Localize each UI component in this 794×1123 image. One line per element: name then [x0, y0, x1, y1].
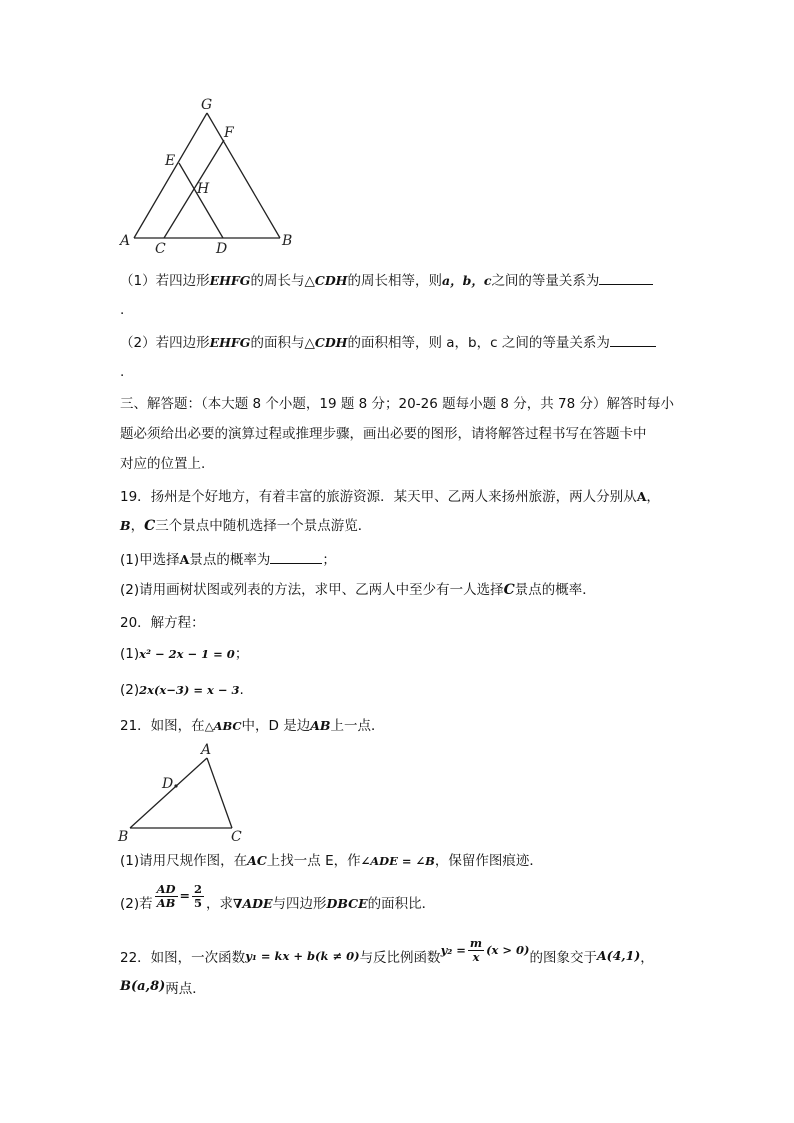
q19-p1-var: A: [179, 552, 190, 567]
q21-p2-val-den: 5: [194, 895, 203, 910]
figure-triangle-abc: [112, 740, 252, 845]
q21-p2-triangle: ∇ADE: [233, 896, 273, 911]
q21-triangle: △ABC: [204, 719, 242, 733]
segment-ed: [179, 163, 223, 238]
q21-p2-frac-num: AD: [156, 881, 176, 896]
label-f: F: [224, 125, 234, 141]
q20-part1: [120, 644, 248, 664]
q19-part2: [120, 580, 596, 600]
q1-part2: [120, 332, 656, 353]
q20-p2-equation: 2x(x−3) = x − 3: [139, 683, 240, 697]
q19-sep2: ，: [130, 518, 145, 534]
q21-p2-fraction: [155, 883, 178, 910]
q1-part2-mid: 的面积与△: [250, 335, 315, 351]
q19-line2-text: 三个景点中随机选择一个景点游览．: [155, 518, 372, 534]
q1-part2-mid2: 的面积相等，则 a，b，c 之间的等量关系为: [347, 335, 610, 351]
q19-line2: [120, 516, 371, 536]
q19-line1-text: 19．扬州是个好地方，有着丰富的旅游资源．某天甲、乙两人来扬州旅游，两人分别从: [120, 489, 637, 505]
q1-part1-vars: a，b，c: [441, 273, 492, 288]
q22-f2-cond: (x > 0): [486, 943, 530, 957]
q1-part1-mid2: 的周长相等，则: [347, 273, 442, 289]
q21-part2: [120, 876, 435, 916]
q21-p1-prefix: (1)请用尺规作图，在: [120, 853, 248, 869]
q22-mid2: 的图象交于: [529, 950, 597, 966]
q21-p2-frac-den: AB: [156, 895, 176, 910]
label-c: C: [155, 241, 166, 257]
q19-var-a: A: [636, 489, 647, 504]
q1-part2-quad: EHFG: [209, 335, 251, 350]
q1-part1-suffix: 之间的等量关系为: [491, 273, 600, 289]
q1-part1-prefix: （1）若四边形: [120, 273, 210, 289]
q22-end: 两点．: [165, 981, 206, 997]
q21-segment: AB: [310, 718, 331, 733]
q21-p1-end: ，保留作图痕迹．: [434, 853, 543, 869]
label-a: A: [201, 742, 212, 758]
q20-title: 20．解方程：: [120, 615, 205, 631]
q19-p1-end: ；: [322, 552, 336, 568]
q20-p1-end: ；: [234, 646, 249, 662]
q21-mid: 中，D 是边: [241, 718, 311, 734]
segment-ag: [134, 113, 207, 238]
section3-line1: 三、解答题：（本大题 8 个小题，19 题 8 分；20-26 题每小题 8 分，共 78 分）解答时每小: [120, 396, 675, 412]
answer-blank[interactable]: [610, 332, 656, 347]
q21-p2-mid: ，求: [206, 896, 234, 912]
q20-p1-label: (1): [120, 646, 140, 662]
figure-triangle-gab: [112, 95, 302, 260]
q21-stem: [120, 716, 385, 736]
segment-gb: [207, 113, 280, 238]
label-h: H: [197, 181, 210, 197]
segment-ab: [130, 758, 207, 828]
q1-part1-quad: EHFG: [209, 273, 251, 288]
q22-prefix: 22．如图，一次函数: [120, 950, 246, 966]
section3-line2: 题必须给出必要的演算过程或推理步骤，画出必要的图形，请将解答过程书写在答题卡中: [120, 426, 647, 442]
q22-point-b: B(a,8): [120, 979, 166, 994]
q21-prefix: 21．如图，在: [120, 718, 205, 734]
q19-p1-prefix: (1)甲选择: [120, 552, 180, 568]
q1-part2-prefix: （2）若四边形: [120, 335, 210, 351]
answer-blank[interactable]: [599, 270, 653, 285]
q22-f2-lhs: y₂ =: [440, 943, 466, 957]
q21-p1-mid: 上找一点 E，作: [266, 853, 361, 869]
q1-part2-tri: CDH: [314, 335, 348, 350]
label-b: B: [282, 233, 293, 249]
q19-line1: [120, 487, 660, 507]
q19-p2-end: 景点的概率．: [514, 582, 596, 598]
q20-p1-equation: x² − 2x − 1 = 0: [139, 647, 235, 661]
q20-p2-end: .: [239, 682, 244, 698]
q21-p2-eq: =: [179, 888, 191, 903]
q21-p1-segment: AC: [247, 853, 267, 868]
q1-part1-end: .: [120, 302, 125, 318]
segment-ac: [207, 758, 232, 828]
q19-p2-var: C: [503, 582, 515, 598]
q22-f2-den: x: [472, 949, 480, 964]
section3-line3: 对应的位置上.: [120, 456, 206, 472]
q19-part1: [120, 549, 336, 570]
label-a: A: [120, 233, 131, 249]
q20-part2: [120, 680, 244, 700]
q22-sep: ，: [640, 950, 654, 966]
q20-p2-label: (2): [120, 682, 140, 698]
answer-blank[interactable]: [270, 549, 322, 564]
label-b: B: [118, 829, 129, 845]
q19-p1-mid: 景点的概率为: [189, 552, 271, 568]
label-g: G: [201, 97, 213, 113]
q1-part2-end: .: [120, 364, 125, 380]
q21-end: 上一点．: [330, 718, 385, 734]
q1-part1: [120, 270, 653, 291]
q21-p2-value: [192, 883, 204, 910]
q22-point-a: A(4,1): [596, 948, 641, 963]
q1-part1-tri: CDH: [314, 273, 348, 288]
q21-part1: [120, 851, 543, 871]
q22-linear-function: y₁ = kx + b(k ≠ 0): [245, 949, 360, 963]
point-d: [174, 784, 177, 787]
q21-p2-mid2: 与四边形: [272, 896, 327, 912]
q21-p1-angle: ∠ADE = ∠B: [360, 854, 435, 868]
q22-f2-fraction: [468, 937, 484, 964]
q19-p2-prefix: (2)请用画树状图或列表的方法，求甲、乙两人中至少有一人选择: [120, 582, 504, 598]
q19-sep: ，: [646, 489, 660, 505]
label-d: D: [162, 776, 174, 792]
label-d: D: [216, 241, 228, 257]
q22-stem: [120, 930, 654, 970]
q1-part1-mid: 的周长与△: [250, 273, 315, 289]
q21-p2-val-num: 2: [194, 881, 203, 896]
q22-line2: [120, 976, 206, 997]
q19-var-c: C: [144, 518, 156, 534]
q21-p2-prefix: (2)若: [120, 896, 153, 912]
label-c: C: [231, 829, 242, 845]
q21-p2-quad: DBCE: [326, 896, 368, 911]
q19-var-b: B: [120, 518, 131, 533]
label-e: E: [165, 153, 176, 169]
q22-mid: 与反比例函数: [359, 950, 441, 966]
q21-p2-end: 的面积比．: [367, 896, 436, 912]
q22-f2-num: m: [469, 935, 483, 950]
